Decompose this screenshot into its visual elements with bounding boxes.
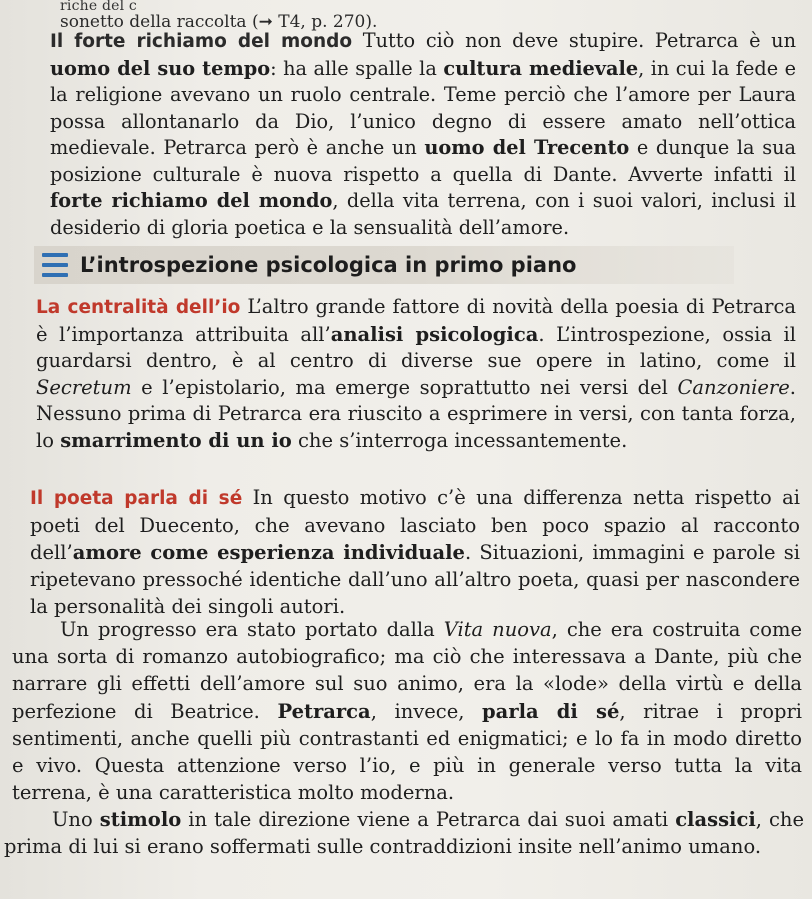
progresso-paragraph: Un progresso era stato portato dalla Vita nuova, che era costruita come una sorta di romanzo autobiografico; ma ciò che interessava a Dante, più che narrare gli effetti dell’amore sul suo animo, era la «lode» della virtù e della perfezione di Beatrice. Petrarca, invece, parla di sé, ritrae i propri sentimenti, anche quelli più contrastanti ed enigmatici; e lo fa in modo diretto e vivo. Questa attenzione verso l’io, e più in generale verso tutta la vita terrena, è una caratteristica molto moderna.: [12, 618, 803, 805]
stimolo-paragraph: Uno stimolo in tale direzione viene a Petrarca dai suoi amati classici, che prima di lui si erano soffermati sulle contraddizioni insite nell’animo umano.: [4, 808, 805, 859]
paragraph-heading: Il poeta parla di sé: [30, 488, 243, 509]
menu-lines-icon: [42, 253, 68, 277]
paragraph-heading: Il forte richiamo del mondo: [50, 31, 353, 52]
centralita-paragraph: La centralità dell’io L’altro grande fattore di novità della poesia di Petrarca è l’importanza attribuita all’analisi psicologica. L’introspezione, ossia il guardarsi dentro, è al centro di diverse sue opere in latino, come il Secretum e l’epistolario, ma emerge soprattutto nei versi del Canzoniere. Nessuno prima di Petrarca era riuscito a esprimere in versi, con tanta forza, lo smarrimento di un io che s’interroga incessantemente.: [36, 295, 796, 452]
poeta-paragraph: Il poeta parla di sé In questo motivo c’è una differenza netta rispetto ai poeti del Duecento, che avevano lasciato ben poco spazio al racconto dell’amore come esperienza individuale. Situazioni, immagini e parole si ripetevano pressoché identiche dall’uno all’altro poeta, quasi per nascondere la personalità dei singoli autori.: [30, 486, 800, 618]
section-title: L’introspezione psicologica in primo piano: [80, 253, 577, 277]
paragraph-heading: La centralità dell’io: [36, 297, 241, 318]
reference-line: sonetto della raccolta (➞ T4, p. 270).: [60, 12, 378, 32]
intro-paragraph: Il forte richiamo del mondo Tutto ciò non deve stupire. Petrarca è un uomo del suo tempo: ha alle spalle la cultura medievale, in cui la fede e la religione avevano un ruolo centrale. Teme perciò che l’amore per Laura possa allontanarlo da Dio, l’unico degno di essere amato nell’ottica medievale. Petrarca però è anche un uomo del Trecento e dunque la sua posizione culturale è nuova rispetto a quella di Dante. Avverte infatti il forte richiamo del mondo, della vita terrena, con i suoi valori, inclusi il desiderio di gloria poetica e la sensualità dell’amore.: [50, 29, 796, 239]
section-header: [34, 246, 734, 284]
cropped-top-text: riche del c: [60, 0, 137, 14]
